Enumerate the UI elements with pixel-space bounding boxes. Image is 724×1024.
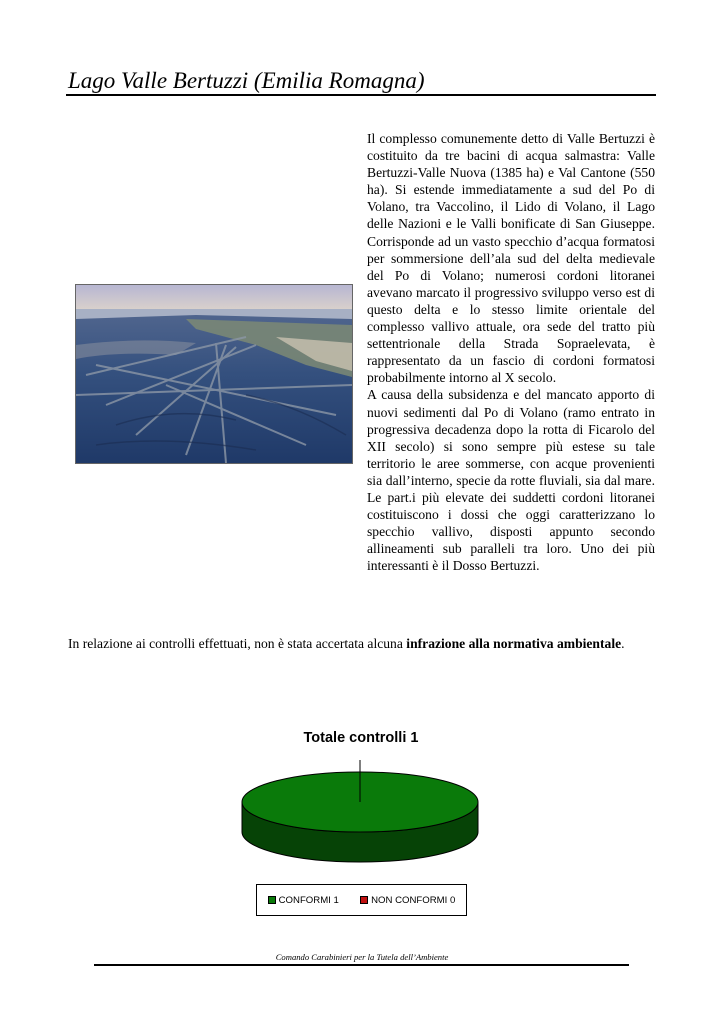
- pie-chart: [230, 760, 490, 880]
- conclusion-emphasis: infrazione alla normativa ambientale: [406, 636, 622, 651]
- legend-label-non-conformi: NON CONFORMI 0: [371, 894, 456, 906]
- page-title: Lago Valle Bertuzzi (Emilia Romagna): [68, 68, 425, 93]
- lagoon-aerial-photo: [75, 284, 353, 464]
- legend-item-conformi: [268, 895, 339, 906]
- description-paragraph: A causa della subsidenza e del mancato apporto di nuovi sedimenti dal Po di Volano (ramo entrato in progressiva decadenza dopo la rotta di Ficarolo del XII secolo) si sono sempre più estese su tale territorio le aree sommerse, con acque provenienti sia dall’interno, specie da rotte fluviali, sia dal mare. Le part.i più elevate dei suddetti cordoni litoranei costituiscono i dossi che oggi caratterizzano lo specchio vallivo, disposti appunto secondo allineamenti sub paralleli tra loro. Uno dei più interessanti è il Dosso Bertuzzi.: [367, 387, 655, 574]
- footer-text: Comando Carabinieri per la Tutela dell’Ambiente: [275, 952, 449, 962]
- legend-item-non-conformi: [360, 895, 455, 906]
- description-text: [367, 130, 655, 574]
- legend-swatch-conformi: [268, 896, 276, 904]
- conclusion-suffix: .: [621, 636, 625, 651]
- legend-swatch-non-conformi: [360, 896, 368, 904]
- title-divider: [66, 94, 656, 96]
- legend-label-conformi: CONFORMI 1: [278, 894, 339, 906]
- conclusion-prefix: In relazione ai controlli effettuati, non è stata accertata alcuna: [68, 636, 407, 651]
- chart-title: Totale controlli 1: [303, 730, 419, 746]
- description-paragraph: Il complesso comunemente detto di Valle Bertuzzi è costituito da tre bacini di acqua salmastra: Valle Bertuzzi-Valle Nuova (1385 ha) e Val Cantone (550 ha). Si estende immediatamente a sud del Po di Volano, tra Vaccolino, il Lido di Volano, il Lago delle Nazioni e le Valli bonificate di San Giuseppe. Corrisponde ad un vasto specchio d’acqua formatosi per sommersione dell’ala sud del delta medievale del Po di Volano; numerosi cordoni litoranei avevano marcato il progressivo sviluppo verso est di questo delta e lo stesso limite orientale del complesso vallivo attuale, ora sede del tratto più settentrionale della Strada Sopraelevata, è rappresentato da un fascio di cordoni formatosi probabilmente intorno al X secolo.: [367, 131, 655, 386]
- chart-legend: [256, 884, 467, 916]
- footer-divider: [94, 964, 629, 966]
- conclusion-text: [68, 634, 656, 653]
